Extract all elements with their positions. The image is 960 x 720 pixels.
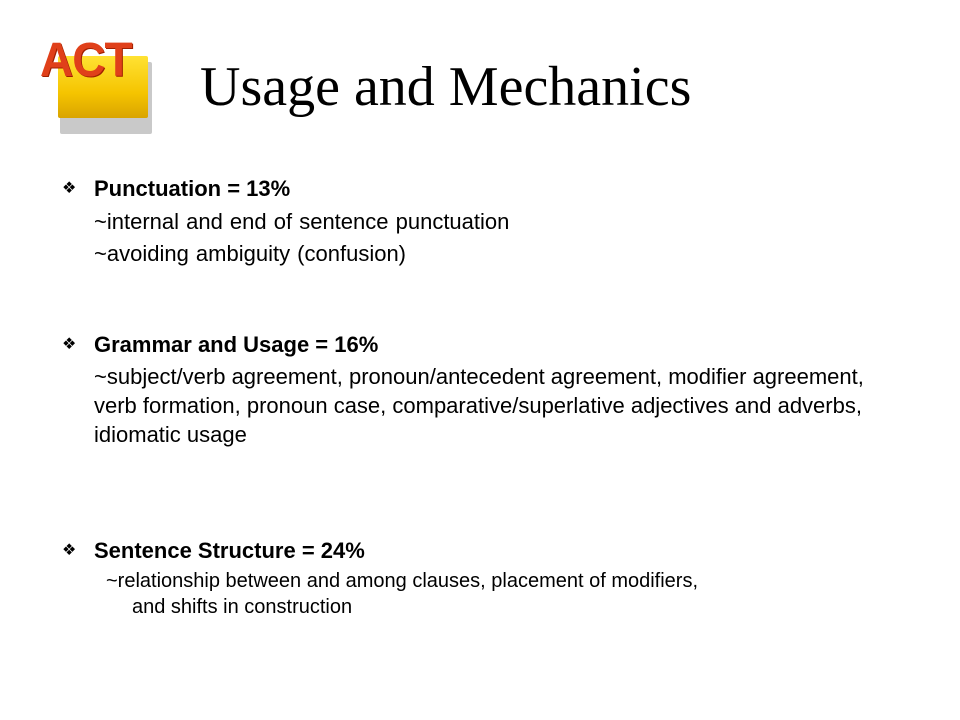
detail-paragraph: [106, 568, 906, 620]
heading-text: Sentence Structure = 24%: [94, 538, 365, 563]
detail-paragraph: ~subject/verb agreement, pronoun/antecedent agreement, modifier agreement, verb formation, pronoun case, comparative/superlative adjectives and adverbs, idiomatic usage: [94, 364, 864, 447]
section-grammar-usage: [62, 328, 884, 449]
detail-line: ~relationship between and among clauses, placement of modifiers,: [106, 570, 699, 592]
section-punctuation: [62, 172, 509, 270]
detail-line: ~avoiding ambiguity (confusion): [94, 241, 407, 266]
slide-title: Usage and Mechanics: [200, 56, 692, 118]
act-logo: [40, 31, 152, 134]
section-heading: [62, 328, 884, 362]
detail-line: and shifts in construction: [132, 596, 353, 618]
detail-line: ~internal and end of sentence punctuation: [94, 209, 510, 234]
heading-text: Punctuation = 13%: [94, 176, 291, 201]
diamond-star-icon: ❖: [62, 180, 77, 197]
section-sentence-structure: [62, 534, 906, 620]
section-heading: [62, 172, 509, 206]
diamond-star-icon: ❖: [62, 542, 77, 559]
diamond-star-icon: ❖: [62, 336, 77, 353]
section-heading: [62, 534, 906, 568]
heading-text: Grammar and Usage = 16%: [94, 332, 379, 357]
logo-text: ACT: [40, 31, 132, 87]
